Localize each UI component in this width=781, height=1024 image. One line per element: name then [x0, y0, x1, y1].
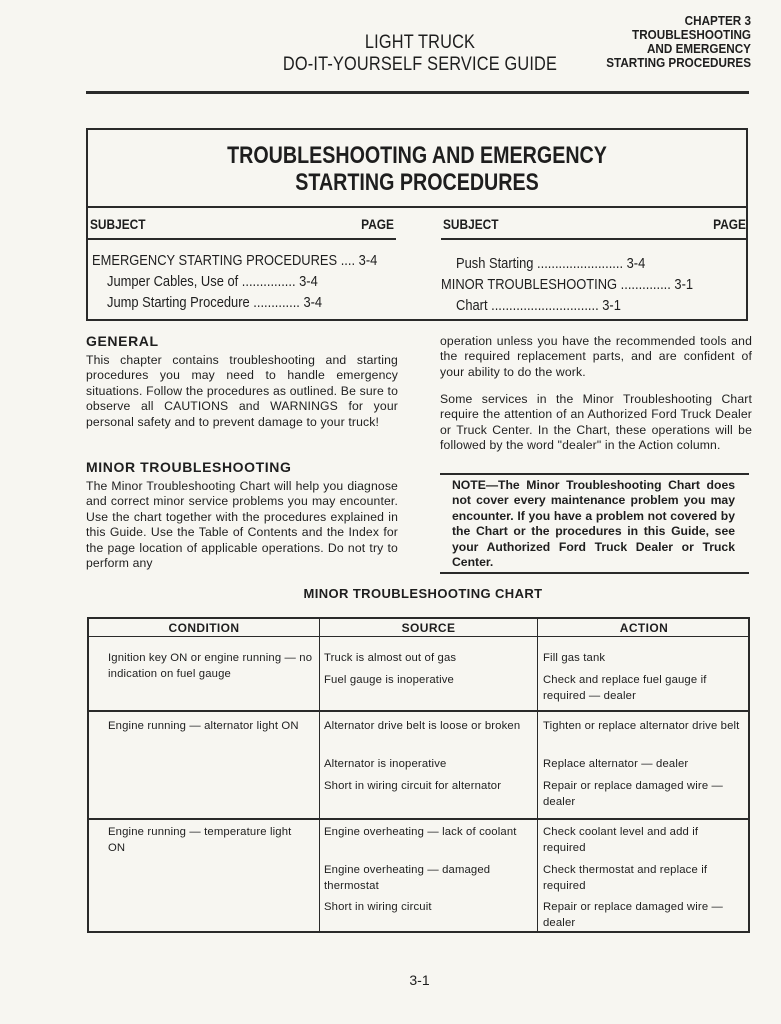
page-header-right: PAGE [713, 216, 746, 232]
chart-title: MINOR TROUBLESHOOTING CHART [303, 586, 543, 601]
guide-title-line2: DO-IT-YOURSELF SERVICE GUIDE [282, 54, 558, 75]
dealer-paragraph: Some services in the Minor Troubleshooting Chart require the attention of an Authorized Ford Truck Dealer or Truck Center. In the Chart, these operations will be followed by the word "dealer" in the Action column. [440, 392, 752, 453]
contents-right-rule [441, 238, 748, 240]
general-heading: GENERAL [86, 333, 159, 349]
action-cell: Check and replace fuel gauge if required — dealer [543, 674, 707, 702]
toc-entry-chart[interactable]: Chart .............................. 3-1 [456, 297, 621, 314]
chapter-number: CHAPTER 3 [684, 13, 751, 28]
toc-entry-push-starting[interactable]: Push Starting ........................ 3-4 [456, 255, 646, 272]
source-cell: Short in wiring circuit [324, 901, 432, 913]
subject-header-left: SUBJECT [90, 216, 146, 232]
minor-troubleshooting-heading: MINOR TROUBLESHOOTING [86, 459, 292, 475]
source-cell: Fuel gauge is inoperative [324, 674, 454, 686]
note-box: NOTE—The Minor Troubleshooting Chart does not cover every maintenance problem you may encounter. If you have a problem not covered by the Chart or the procedures in this Guide, see your Authorized Ford Truck Dealer or Truck Center. [440, 473, 749, 574]
source-cell: Engine overheating — damaged thermostat [324, 864, 491, 892]
action-cell: Repair or replace damaged wire — dealer [543, 780, 723, 808]
contents-title-line1: TROUBLESHOOTING AND EMERGENCY [227, 142, 607, 169]
source-cell: Truck is almost out of gas [324, 652, 457, 664]
toc-entry-jump-starting[interactable]: Jump Starting Procedure ............. 3-4 [107, 294, 323, 311]
contents-title [147, 142, 687, 196]
operation-paragraph: operation unless you have the recommended tools and the required replacement parts, and are confident of your ability to do the work. [440, 334, 752, 379]
chapter-title-line3: STARTING PROCEDURES [606, 55, 751, 70]
source-cell: Engine overheating — lack of coolant [324, 826, 517, 838]
action-cell: Repair or replace damaged wire — dealer [543, 901, 723, 929]
table-row-rule-2 [89, 818, 748, 820]
toc-entry-minor-troubleshooting[interactable]: MINOR TROUBLESHOOTING .............. 3-1 [441, 276, 694, 293]
column-header-source: SOURCE [401, 621, 456, 635]
subject-header-right: SUBJECT [443, 216, 499, 232]
chapter-heading [553, 14, 751, 70]
general-paragraph: This chapter contains troubleshooting and starting procedures you may need to handle emergency situations. Follow the procedures as outlined. Be sure to observe all CAUTIONS and WARNINGS for your personal safety and to prevent damage to your truck! [86, 353, 398, 429]
toc-entry-emergency-starting[interactable]: EMERGENCY STARTING PROCEDURES .... 3-4 [92, 252, 378, 269]
condition-temperature-light: Engine running — temperature light ON [108, 826, 292, 854]
source-cell: Alternator drive belt is loose or broken [324, 720, 521, 732]
action-cell: Check thermostat and replace if required [543, 864, 708, 892]
contents-divider [88, 206, 746, 208]
action-cell: Tighten or replace alternator drive belt [543, 720, 740, 732]
toc-entry-jumper-cables[interactable]: Jumper Cables, Use of ............... 3-4 [107, 273, 318, 290]
contents-title-line2: STARTING PROCEDURES [295, 169, 539, 196]
minor-troubleshooting-paragraph: The Minor Troubleshooting Chart will help you diagnose and correct minor service problems you may encounter. Use the chart together with the procedures explained in this Guide. Use the Table of Contents and the Index for the page location of applicable operations. Do not try to perform any [86, 479, 398, 571]
condition-alternator-light: Engine running — alternator light ON [108, 720, 299, 732]
source-cell: Alternator is inoperative [324, 758, 447, 770]
table-col-divider-1 [319, 619, 320, 931]
action-cell: Replace alternator — dealer [543, 758, 689, 770]
chapter-title-line1: TROUBLESHOOTING [632, 27, 751, 42]
header-rule [86, 91, 749, 94]
column-header-action: ACTION [619, 621, 669, 635]
contents-left-rule [88, 238, 396, 240]
chapter-title-line2: AND EMERGENCY [646, 41, 751, 56]
action-cell: Fill gas tank [543, 652, 606, 664]
troubleshooting-table [87, 617, 750, 933]
table-header-rule [89, 636, 748, 637]
action-cell: Check coolant level and add if required [543, 826, 699, 854]
guide-title-line1: LIGHT TRUCK [364, 32, 476, 53]
condition-fuel-gauge: Ignition key ON or engine running — no indication on fuel gauge [108, 652, 313, 680]
table-row-rule-1 [89, 710, 748, 712]
table-col-divider-2 [537, 619, 538, 931]
contents-box [86, 128, 748, 321]
column-header-condition: CONDITION [168, 621, 240, 635]
page-header-left: PAGE [361, 216, 394, 232]
source-cell: Short in wiring circuit for alternator [324, 780, 502, 792]
page-number: 3-1 [409, 972, 430, 988]
